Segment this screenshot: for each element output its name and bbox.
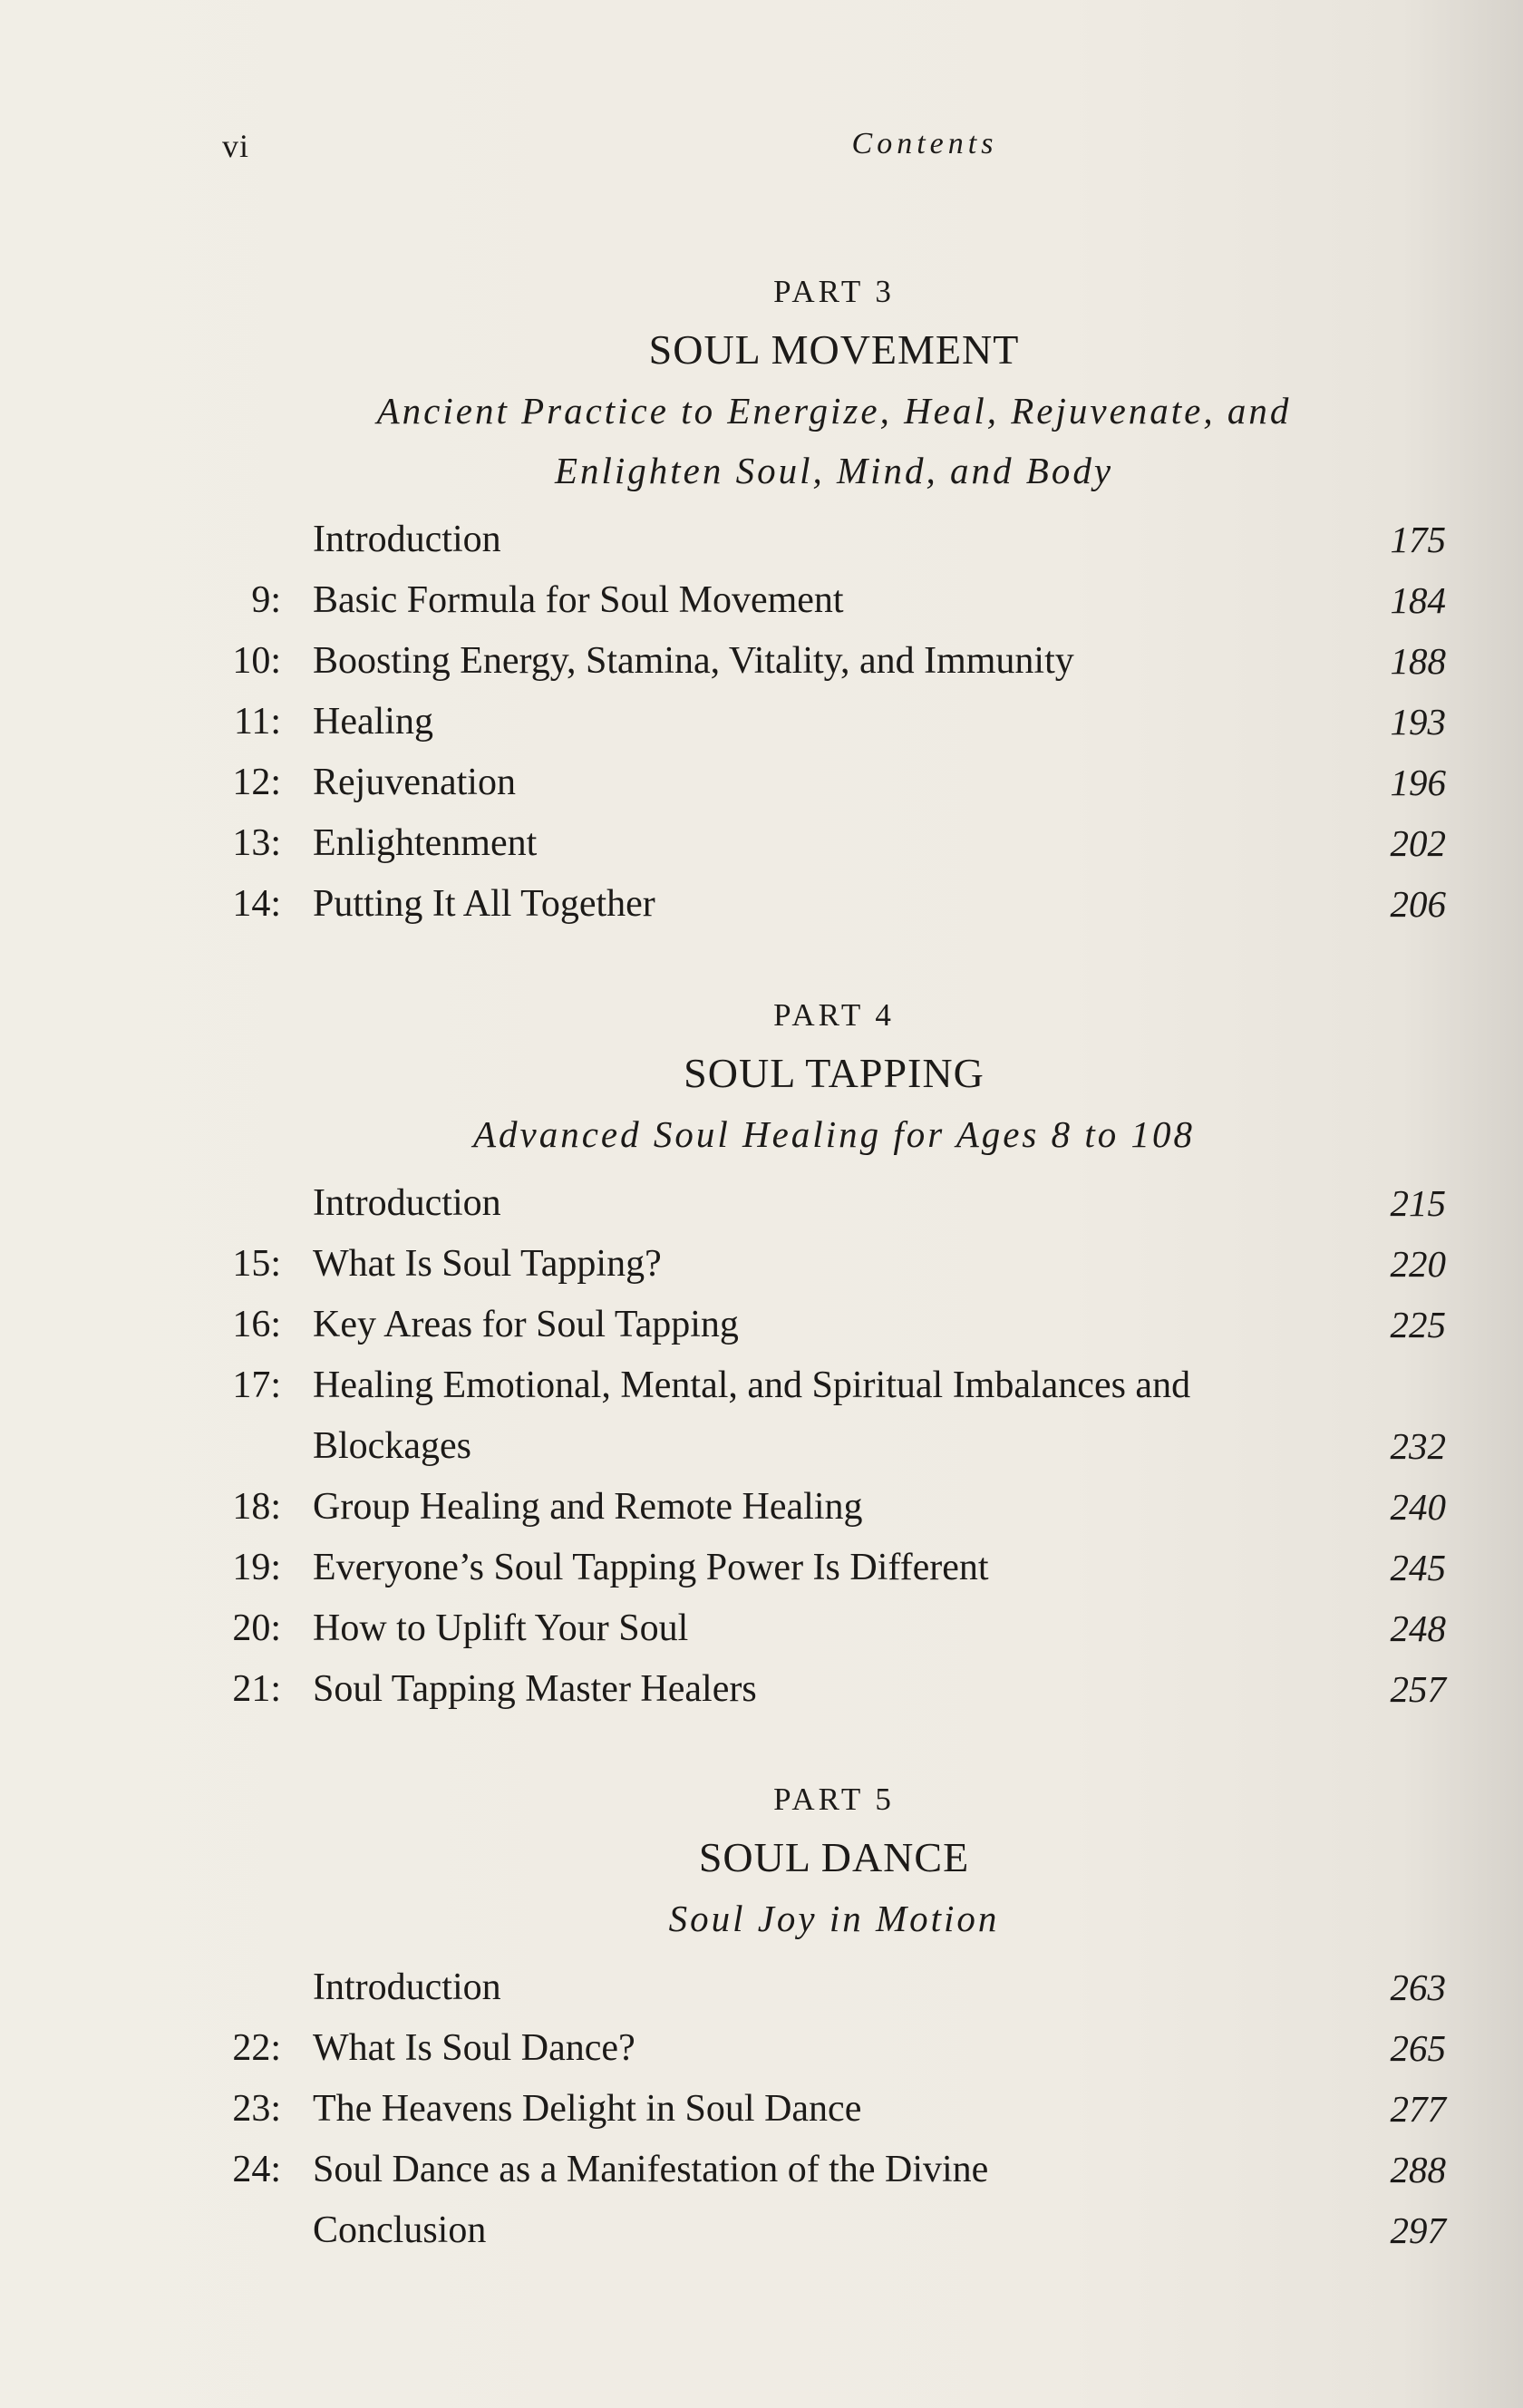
- toc-entry[interactable]: [222, 813, 1446, 874]
- chapter-number: 22:: [232, 2027, 281, 2069]
- page-ref: 188: [1390, 640, 1446, 682]
- part-label: PART 4: [773, 997, 895, 1033]
- page-ref: 240: [1390, 1486, 1446, 1528]
- chapter-title: Soul Dance as a Manifestation of the Divine: [313, 2149, 989, 2190]
- toc-entry[interactable]: [222, 2018, 1446, 2079]
- chapter-title: Healing: [313, 701, 433, 743]
- chapter-number: 16:: [232, 1304, 281, 1345]
- page-ref: 277: [1390, 2088, 1446, 2130]
- chapter-number: 9:: [251, 579, 281, 621]
- chapter-title: What Is Soul Dance?: [313, 2027, 635, 2069]
- toc-entry[interactable]: [222, 2140, 1446, 2200]
- page-ref: 175: [1390, 519, 1446, 560]
- chapter-number: 18:: [232, 1486, 281, 1528]
- chapter-number: 17:: [232, 1364, 281, 1406]
- page-ref: 288: [1390, 2149, 1446, 2190]
- chapter-number: 21:: [232, 1668, 281, 1710]
- part-5-section: [222, 1772, 1446, 2261]
- toc-entry[interactable]: [222, 631, 1446, 692]
- page-ref: 193: [1390, 701, 1446, 743]
- chapter-number: 10:: [232, 640, 281, 682]
- toc-entry[interactable]: [222, 874, 1446, 935]
- chapter-number: 19:: [232, 1547, 281, 1588]
- toc-entry[interactable]: [222, 2079, 1446, 2140]
- chapter-title: Key Areas for Soul Tapping: [313, 1304, 739, 1345]
- toc-entries: [222, 1173, 1446, 1720]
- chapter-number: 11:: [233, 701, 281, 743]
- toc-entry[interactable]: [222, 1234, 1446, 1295]
- toc-entry[interactable]: [222, 570, 1446, 631]
- chapter-title: Rejuvenation: [313, 762, 516, 803]
- chapter-title: How to Uplift Your Soul: [313, 1607, 689, 1649]
- toc-entry[interactable]: [222, 1957, 1446, 2018]
- chapter-title: Introduction: [313, 519, 501, 560]
- toc-entry[interactable]: [222, 752, 1446, 813]
- part-4-section: [222, 988, 1446, 1720]
- toc-entry[interactable]: [222, 1355, 1446, 1477]
- page-number: vi: [222, 128, 250, 164]
- toc-entry[interactable]: [222, 1659, 1446, 1720]
- part-subtitle-line-1: Advanced Soul Healing for Ages 8 to 108: [472, 1113, 1196, 1155]
- chapter-title: What Is Soul Tapping?: [313, 1243, 662, 1285]
- page-ref: 265: [1390, 2027, 1446, 2069]
- part-subtitle-line-1: Ancient Practice to Energize, Heal, Rejuvenate, and: [376, 390, 1292, 432]
- chapter-title: Soul Tapping Master Healers: [313, 1668, 757, 1710]
- page-ref: 206: [1390, 883, 1446, 925]
- chapter-title: Introduction: [313, 1966, 501, 2008]
- page-ref: 196: [1390, 762, 1446, 803]
- toc-entries: [222, 510, 1446, 935]
- page-ref: 202: [1390, 822, 1446, 864]
- chapter-number: 13:: [232, 822, 281, 864]
- part-subtitle-line-1: Soul Joy in Motion: [668, 1898, 1000, 1939]
- toc-entry[interactable]: [222, 1598, 1446, 1659]
- toc-entry[interactable]: [222, 1173, 1446, 1234]
- chapter-title: The Heavens Delight in Soul Dance: [313, 2088, 862, 2130]
- chapter-title: Putting It All Together: [313, 883, 655, 925]
- toc-entry[interactable]: [222, 1538, 1446, 1598]
- chapter-number: 15:: [232, 1243, 281, 1285]
- toc-entry[interactable]: [222, 1295, 1446, 1355]
- page-header: [222, 127, 1446, 181]
- page-ref: 245: [1390, 1547, 1446, 1588]
- toc-entry[interactable]: [222, 2200, 1446, 2261]
- chapter-number: 23:: [232, 2088, 281, 2130]
- page-ref: 215: [1390, 1182, 1446, 1224]
- part-label: PART 5: [773, 1782, 895, 1817]
- toc-entry[interactable]: [222, 510, 1446, 570]
- part-3-section: [222, 265, 1446, 935]
- toc-entry[interactable]: [222, 1477, 1446, 1538]
- part-title: SOUL TAPPING: [684, 1050, 985, 1096]
- part-title: SOUL MOVEMENT: [648, 326, 1020, 373]
- part-title: SOUL DANCE: [698, 1834, 970, 1880]
- chapter-number: 14:: [232, 883, 281, 925]
- chapter-title: Introduction: [313, 1182, 501, 1224]
- page-ref: 248: [1390, 1607, 1446, 1649]
- chapter-title: Enlightenment: [313, 822, 538, 864]
- chapter-title: Basic Formula for Soul Movement: [313, 579, 844, 621]
- page-ref: 220: [1390, 1243, 1446, 1285]
- part-label: PART 3: [773, 274, 895, 309]
- toc-entry[interactable]: [222, 692, 1446, 752]
- toc-entries: [222, 1957, 1446, 2261]
- chapter-title: Conclusion: [313, 2209, 487, 2251]
- chapter-title: Group Healing and Remote Healing: [313, 1486, 863, 1528]
- page-ref: 184: [1390, 579, 1446, 621]
- chapter-number: 20:: [232, 1607, 281, 1649]
- chapter-title: Boosting Energy, Stamina, Vitality, and Immunity: [313, 640, 1074, 682]
- page-ref: 257: [1390, 1668, 1446, 1710]
- part-subtitle-line-2: Enlighten Soul, Mind, and Body: [554, 450, 1114, 491]
- running-head: Contents: [851, 127, 998, 160]
- page-ref: 232: [1390, 1425, 1446, 1467]
- chapter-number: 24:: [232, 2149, 281, 2190]
- chapter-title: Everyone’s Soul Tapping Power Is Different: [313, 1547, 989, 1588]
- page-ref: 263: [1390, 1966, 1446, 2008]
- page-ref: 297: [1390, 2209, 1446, 2251]
- chapter-number: 12:: [232, 762, 281, 803]
- page-ref: 225: [1390, 1304, 1446, 1345]
- chapter-title: Healing Emotional, Mental, and Spiritual Imbalances and Blockages: [313, 1364, 1191, 1467]
